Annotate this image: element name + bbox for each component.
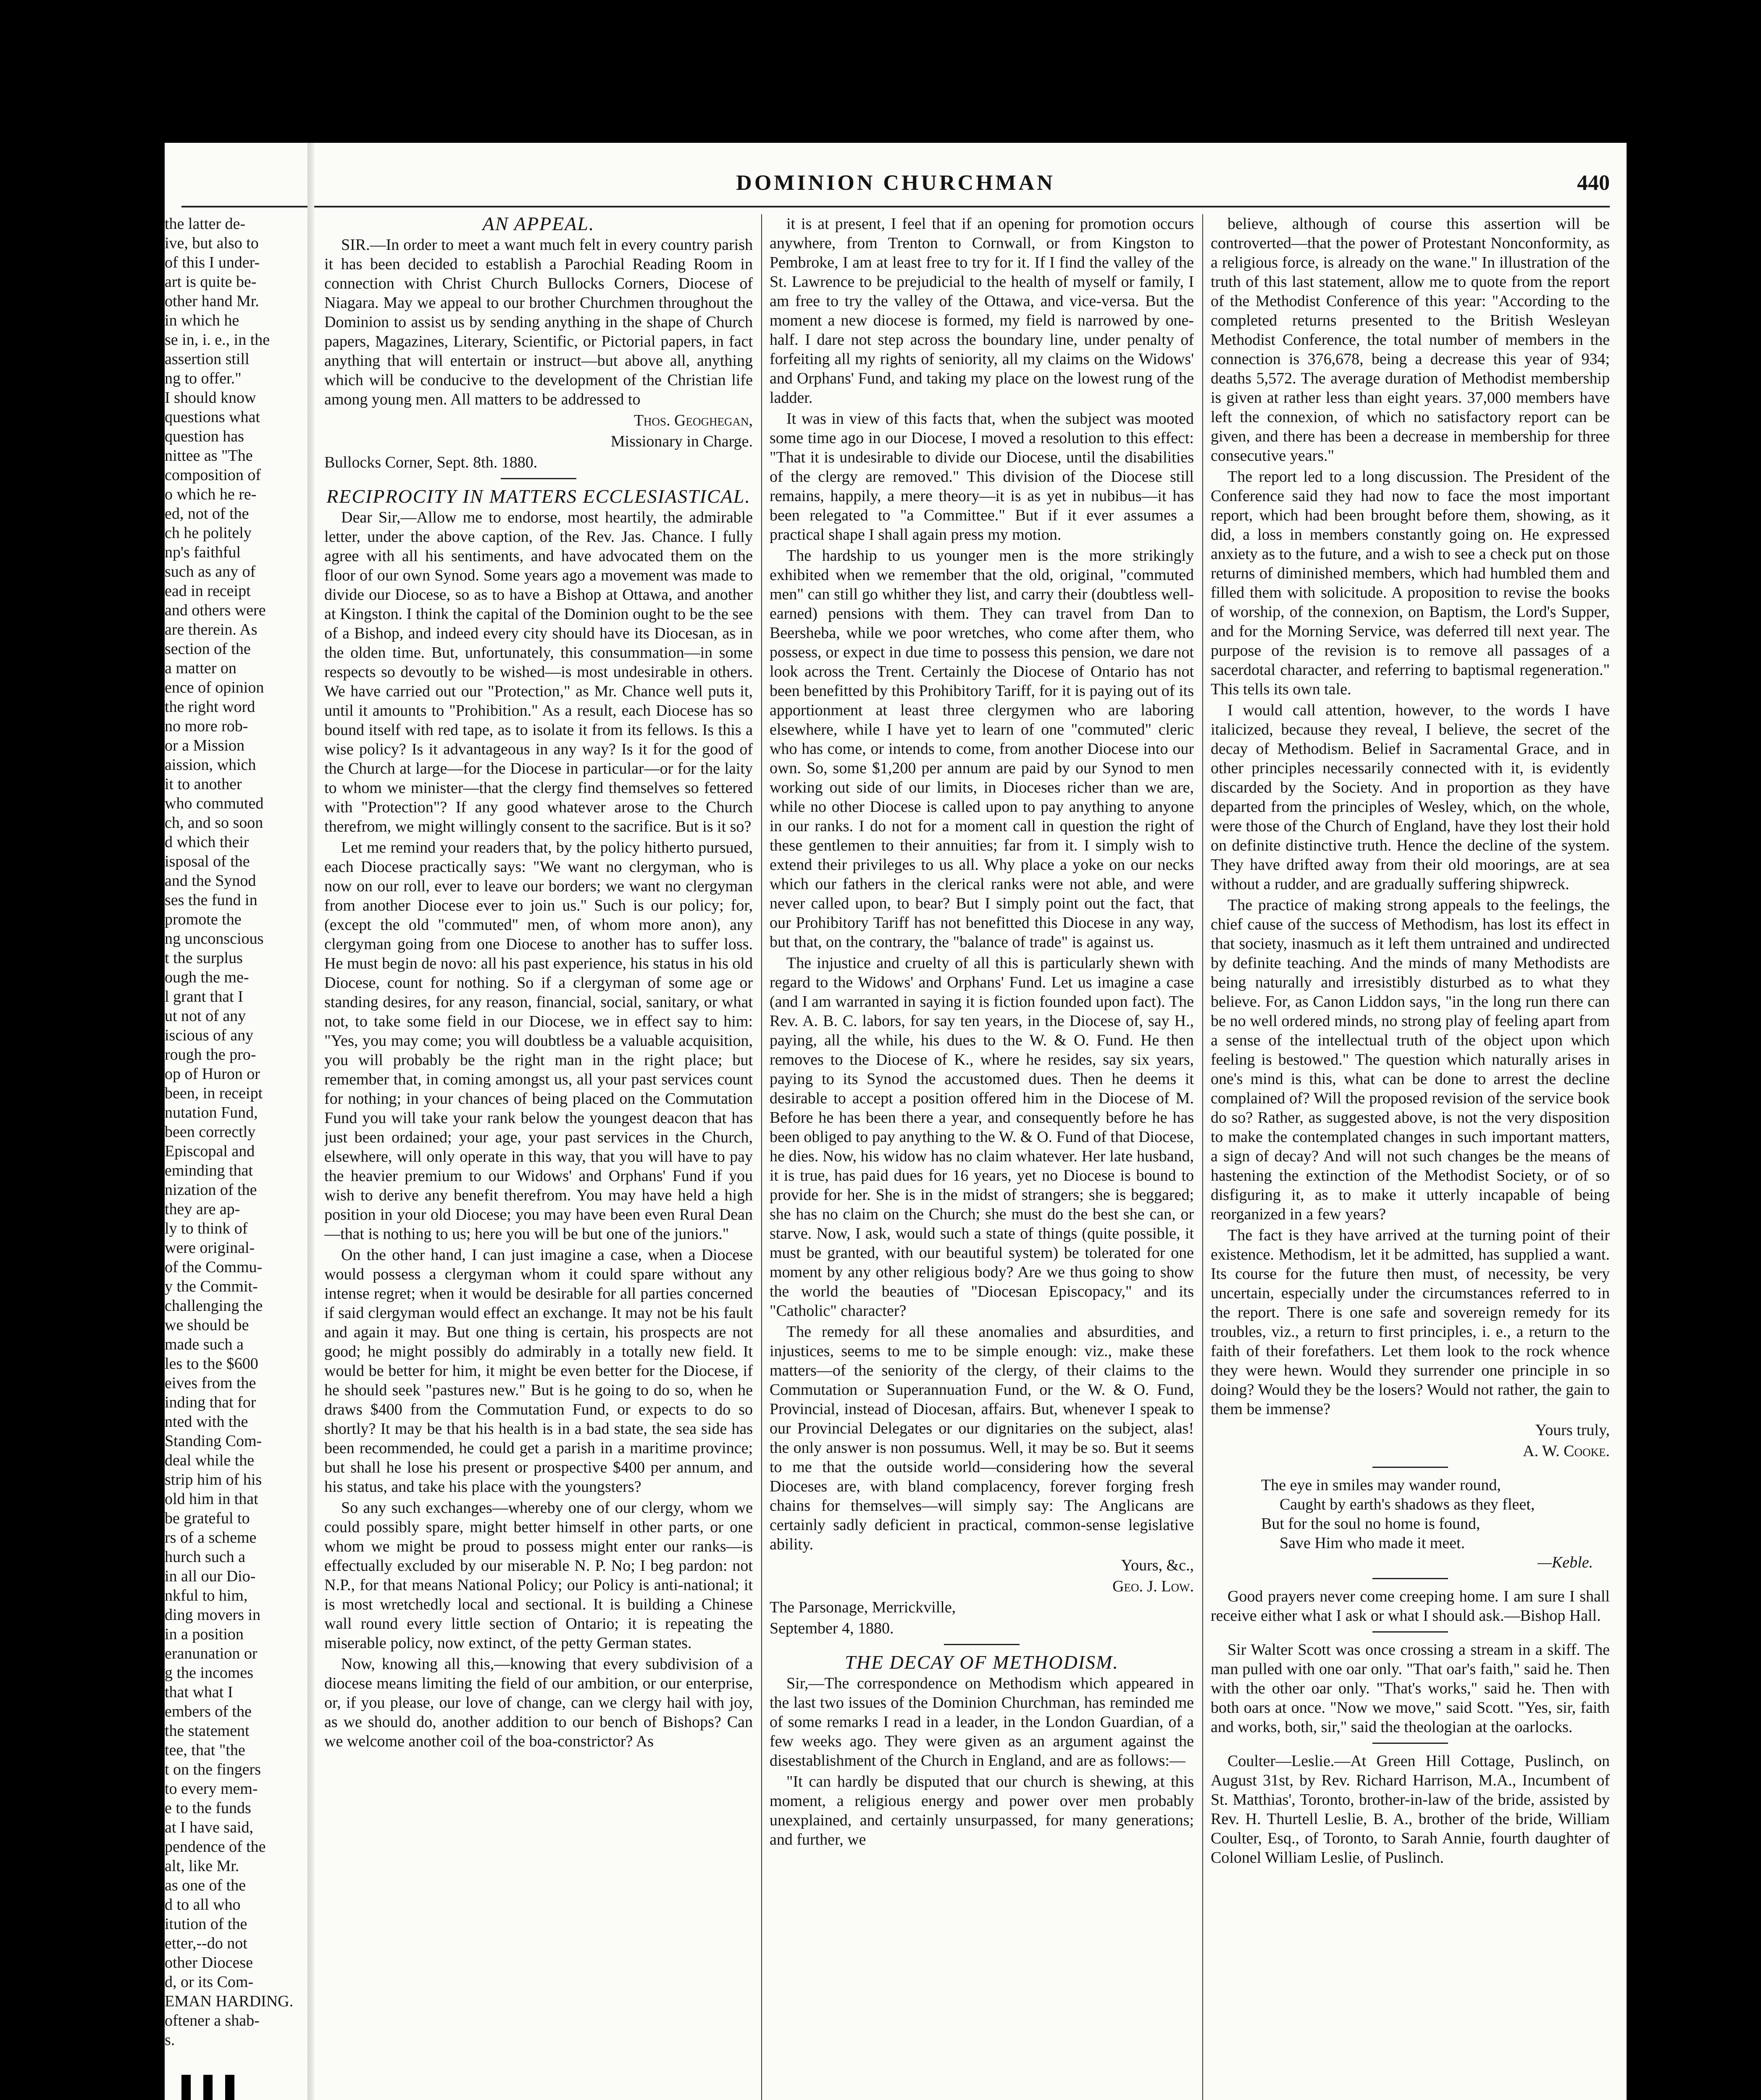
- cooke-closing: Yours truly,: [1535, 1421, 1610, 1439]
- fragment-line: ch, and so soon: [165, 814, 263, 832]
- paragraph: On the other hand, I can just imagine a case, when a Diocese would possess a clergyman whom it could spare without any intense regret; when it would be desirable for all parties concerned if said clergyman would effect an exchange. It may not be his fault and again it may. But one thing is certain, his prospects are not good; he might possibly do admirably in a totally new field. It would be better for him, it might be even better for the Diocese, if he should seek "pastures new." But is he going to do so, when he draws $400 from the Commutation Fund, or expects to do so shortly? It may be that his health is in a bad state, the sea side has been recommended, he could get a parish in a maritime province; but shall he lose his present or prospective $400 per annum, and his status, and take his place with the youngsters?: [324, 1246, 753, 1496]
- fragment-line: rough the pro-: [165, 1046, 256, 1063]
- fragment-line: e to the funds: [165, 1799, 251, 1817]
- keble-poem: [1261, 1475, 1610, 1572]
- fragment-line: in all our Dio-: [165, 1567, 256, 1585]
- fragment-line: who commuted: [165, 795, 264, 812]
- fragment-line: other hand Mr.: [165, 292, 259, 310]
- fragment-line: l grant that I: [165, 988, 243, 1005]
- fragment-line: are therein. As: [165, 621, 258, 638]
- fragment-line: question has: [165, 428, 244, 445]
- paragraph: "It can hardly be disputed that our church is shewing, at this moment, a religious energy and power over men probably unexplained, and certainly unsurpassed, for many generations; and further, we: [770, 1773, 1194, 1848]
- paragraph: The report led to a long discussion. The President of the Conference said they had now to face the most important report, which had been brought before them, showing, as it did, a loss in members constantly going on. He expressed anxiety as to the future, and a wish to see a check put on those returns of diminished members, which had humbled them and filled them with solicitude. A proposition to revise the books of worship, of the connexion, on Baptism, the Lord's Supper, and for the Morning Service, was deferred till next year. The purpose of the revision is to remove all passages of a sacerdotal character, and referring to baptismal regeneration." This tells its own tale.: [1211, 468, 1610, 698]
- fragment-line: alt, like Mr.: [165, 1857, 239, 1875]
- page-number: 440: [1577, 171, 1610, 195]
- fragment-line: the right word: [165, 698, 255, 716]
- fragment-line: other Diocese: [165, 1954, 253, 1971]
- section-separator: [501, 478, 576, 479]
- section-separator: [944, 1644, 1020, 1645]
- fragment-line: g the incomes: [165, 1664, 254, 1682]
- fragment-line: nization of the: [165, 1181, 257, 1199]
- fragment-line: were original-: [165, 1239, 255, 1257]
- fragment-line: the latter de-: [165, 215, 246, 233]
- appeal-signature: Thos. Geoghegan,: [633, 412, 753, 429]
- cooke-signature: A. W. Cooke.: [1523, 1442, 1610, 1460]
- fragment-line: embers of the: [165, 1703, 252, 1720]
- column-rule-2: [1202, 214, 1203, 2100]
- fragment-line: such as any of: [165, 563, 256, 580]
- fragment-line: ng unconscious: [165, 930, 264, 948]
- fragment-line: nkful to him,: [165, 1587, 248, 1604]
- paragraph: The injustice and cruelty of all this is particularly shewn with regard to the Widows' and Orphans' Fund. Let us imagine a case (and I am warranted in saying it is fiction founded upon fact). The Rev. A. B. C. labors, for say ten years, in the Diocese of, say H., paying, all the while, his dues to the W. & O. Fund. He then removes to the Diocese of K., where he resides, say six years, paying to its Synod the accustomed dues. Then he deems it desirable to accept a position offered him in the Diocese of M. Before he has been there a year, and consequently before he has been obliged to pay anything to the W. & O. Fund of that Diocese, he dies. Now, his widow has no claim whatever. Her late husband, it is true, has paid dues for 16 years, yet no Diocese is bound to provide for her. She is in the midst of strangers; she is beggared; she has no claim on the Church; she must do the best she can, or starve. Now, I ask, would such a state of things (quite possible, it must be granted, with our beautiful system) be tolerated for one moment by any other religious body? Are we thus going to show the world the beauties of "Diocesan Episcopacy," and its "Catholic" character?: [770, 954, 1194, 1320]
- fragment-line: ed, not of the: [165, 505, 249, 522]
- fragment-line: I should know: [165, 389, 256, 407]
- fragment-line: assertion still: [165, 350, 250, 368]
- fragment-line: y the Commit-: [165, 1278, 258, 1295]
- fragment-line: questions what: [165, 408, 260, 426]
- column-rule-1: [761, 214, 762, 2100]
- fragment-line: d which their: [165, 833, 249, 851]
- fragment-line: at I have said,: [165, 1819, 254, 1836]
- fragment-line: rs of a scheme: [165, 1529, 257, 1546]
- poem-line: Save Him who made it meet.: [1280, 1534, 1465, 1552]
- reciprocity-title: RECIPROCITY IN MATTERS ECCLESIASTICAL.: [326, 486, 751, 507]
- fragment-line: ead in receipt: [165, 582, 251, 600]
- fragment-line: composition of: [165, 466, 261, 484]
- fragment-line: eranunation or: [165, 1645, 258, 1662]
- paragraph: believe, although of course this assertion will be controverted—that the power of Protestant Nonconformity, as a religious force, is already on the wane." In illustration of the truth of this last statement, allow me to quote from the report of the Methodist Conference of this year: "According to the completed returns presented to the British Wesleyan Methodist Conference, the total number of members in the connection is 376,678, being a decrease this year of 934; deaths 5,572. The average duration of Methodist membership is given at rather less than eight years. 37,000 members have left the connexion, of which no satisfactory report can be given, and there has been a decrease in membership for three consecutive years.": [1211, 215, 1610, 465]
- column-1: [324, 214, 753, 2100]
- paragraph: Dear Sir,—Allow me to endorse, most heartily, the admirable letter, under the above caption, of the Rev. Jas. Chance. I fully agree with all his sentiments, and have advocated them on the floor of our own Synod. Some years ago a movement was made to divide our Diocese, so as to have a Bishop at Ottawa, and another at Kingston. I think the capital of the Dominion ought to be the see of a Bishop, and indeed every city should have its Diocesan, as in the olden time. But, unfortunately, this consummation—in some respects so devoutly to be wished—is most undesirable in others. We have carried out our "Protection," as Mr. Chance well puts it, until it amounts to "Prohibition." As a result, each Diocese has so bound itself with red tape, as to isolate it from its fellows. Is this a wise policy? Is it advantageous in any way? Is it for the good of the Church at large—for the Diocese in particular—or for the laity to whom we minister—that the clergy find themselves so fettered with "Protection"? If any good whatever arose to the Church therefrom, we might willingly consent to the sacrifice. But is it so?: [324, 509, 753, 835]
- fragment-line: nutation Fund,: [165, 1104, 258, 1121]
- fragment-line: section of the: [165, 640, 251, 658]
- fragment-line: made such a: [165, 1336, 244, 1353]
- fragment-line: nittee as "The: [165, 447, 253, 465]
- decay-title: THE DECAY OF METHODISM.: [845, 1651, 1119, 1673]
- appeal-signature-title: Missionary in Charge.: [610, 433, 753, 450]
- fragment-line: strip him of his: [165, 1471, 262, 1488]
- poem-line: The eye in smiles may wander round,: [1261, 1476, 1501, 1494]
- scan-border-left: [0, 0, 165, 2100]
- fragment-line: itution of the: [165, 1915, 247, 1933]
- paragraph: So any such exchanges—whereby one of our clergy, whom we could possibly spare, might better himself in other parts, or one whom we might be proud to possess might enter our ranks—is effectually excluded by our miserable N. P. No; I beg pardon: not N.P., for that means National Policy; our Policy is anti-national; it is most wretchedly local and sectional. It is building a Chinese wall round every little section of Ontario; it is repeating the miserable policy, now extinct, of the petty German states.: [324, 1499, 753, 1652]
- fragment-line: they are ap-: [165, 1200, 240, 1218]
- paragraph: Now, knowing all this,—knowing that every subdivision of a diocese means limiting the field of our ambition, or our enterprise, or, if you please, our love of change, can we clergy hail with joy, as we should do, another addition to our bench of Bishops? Can we welcome another coil of the boa-constrictor? As: [324, 1655, 753, 1750]
- fragment-line: eives from the: [165, 1374, 256, 1392]
- fragment-line: in a position: [165, 1625, 244, 1643]
- fragment-line: op of Huron or: [165, 1065, 260, 1083]
- fragment-line: nted with the: [165, 1413, 248, 1431]
- fragment-line: oftener a shab-: [165, 2012, 260, 2029]
- previous-page-fragment: [165, 214, 303, 2050]
- paragraph: It was in view of this facts that, when the subject was mooted some time ago in our Diocese, I moved a resolution to this effect: "That it is undesirable to divide our Diocese, until the disabilities of the clergy are removed." This division of the Diocese still remains, happily, a mere theory—it is as yet in nubibus—it has been relegated to "a Committee." But if it ever assumes a practical shape I shall again press my motion.: [770, 410, 1194, 543]
- fragment-line: d, or its Com-: [165, 1973, 254, 1991]
- paragraph: I would call attention, however, to the words I have italicized, because they reveal, I believe, the secret of the decay of Methodism. Belief in Sacramental Grace, and in other principles necessarily connected with it, is evidently discarded by the Society. And in proportion as they have departed from the principles of Wesley, which, on the whole, were those of the Church of England, have they lost their hold on definite distinctive truth. Hence the decline of the system. They have drifted away from their old moorings, are at sea without a rudder, and are gradually suffering shipwreck.: [1211, 701, 1610, 893]
- paragraph: The practice of making strong appeals to the feelings, the chief cause of the success of Methodism, has lost its effect in that society, inasmuch as it left them untrained and undirected by definite teaching. And the minds of many Methodists are being naturally and irresistibly disturbed as to what they believe. For, as Canon Liddon says, "in the long run there can be no well ordered minds, no strong play of feeling apart from a sense of the intellectual truth of the object upon which feeling is bestowed." The question which naturally arises in one's mind is this, what can be done to arrest the decline complained of? Will the proposed revision of the service book do so? Rather, as suggested above, is not the very disposition to make the contemplated changes in such important matters, a sign of decay? And will not such changes be the means of hastening the extinction of the Methodist Society, or of so disfiguring it, as to make it utterly incapable of being reorganized in a few years?: [1211, 896, 1610, 1223]
- fragment-line: promote the: [165, 911, 242, 928]
- section-separator: [1372, 1631, 1448, 1633]
- fragment-line: of the Commu-: [165, 1258, 263, 1276]
- fragment-line: ding movers in: [165, 1606, 260, 1624]
- fragment-line: Episcopal and: [165, 1142, 255, 1160]
- fragment-line: ng to offer.": [165, 370, 242, 387]
- appeal-body: SIR.—In order to meet a want much felt in every country parish it has been decided to establish a Parochial Reading Room in connection with Christ Church Bullocks Corners, Diocese of Niagara. May we appeal to our brother Churchmen throughout the Dominion to assist us by sending anything in the shape of Church papers, Magazines, Literary, Scientific, or Pictorial papers, in fact anything that will entertain or instruct—but above all, anything which will be conducive to the development of the Christian life among young men. All matters to be addressed to: [324, 236, 753, 408]
- fragment-line: as one of the: [165, 1877, 246, 1894]
- section-separator: [1372, 1578, 1448, 1579]
- fragment-line: t the surplus: [165, 949, 243, 967]
- fragment-line: and others were: [165, 601, 266, 619]
- fragment-line: ough the me-: [165, 969, 249, 986]
- paragraph: it is at present, I feel that if an opening for promotion occurs anywhere, from Trenton to Cornwall, or from Kingston to Pembroke, I am at least free to try for it. If I find the valley of the St. Lawrence to be prejudicial to the health of myself or family, I am free to try the valley of the Ottawa, and vice-versa. But the moment a new diocese is formed, my field is narrowed by one-half. I dare not step across the boundary line, under penalty of forfeiting all my rights of seniority, all my claims on the Widows' and Orphans' Fund, and taking my place on the lowest rung of the ladder.: [770, 215, 1194, 407]
- decay-continued: [1211, 214, 1610, 1419]
- fragment-line: les to the $600: [165, 1355, 258, 1373]
- binding-bars: [181, 2075, 247, 2100]
- fragment-line: np's faithful: [165, 543, 241, 561]
- paragraph: Sir,—The correspondence on Methodism which appeared in the last two issues of the Dominion Churchman, has reminded me of some remarks I read in a leader, in the London Guardian, of a few weeks ago. They were given as an argument against the disestablishment of the Church in England, and are as follows:—: [770, 1675, 1194, 1769]
- fragment-line: hurch such a: [165, 1548, 246, 1566]
- fragment-line: that what I: [165, 1683, 233, 1701]
- marriage-notice: Coulter—Leslie.—At Green Hill Cottage, Puslinch, on August 31st, by Rev. Richard Harrison, M.A., Incumbent of St. Matthias', Toronto, brother-in-law of the bride, assisted by Rev. H. Thurtell Leslie, B. A., brother of the bride, William Coulter, Esq., of Toronto, to Sarah Annie, fourth daughter of Colonel William Leslie, of Puslinch.: [1211, 1752, 1610, 1866]
- fragment-line: t on the fingers: [165, 1761, 261, 1778]
- fragment-line: ses the fund in: [165, 891, 258, 909]
- paragraph: Let me remind your readers that, by the policy hitherto pursued, each Diocese practically says: "We want no clergyman, who is now on our roll, ever to leave our borders; we want no clergyman from another Diocese ever to join us." Such is our policy; for, (except the old "commuted" men, of whom more anon), any clergyman going from one Diocese to another has to suffer loss. He must begin de novo: all his past experience, his status in his old Diocese, count for nothing. So if a clergyman of some age or standing desires, for any reason, financial, social, sanitary, or what not, to take some field in our Diocese, we in effect say to him: "Yes, you may come; you will doubtless be a valuable acquisition, you will probably be the right man in the right place; but remember that, in coming amongst us, all your past services count for nothing; in your chances of being placed on the Commutation Fund you will take your rank below the youngest deacon that has just been ordained; your age, your past services in the Church, elsewhere, will only operate in this way, that you will have to pay the heavier premium to our Widows' and Orphans' Fund if you wish to derive any benefit therefrom. You may have held a high position in your old Diocese; you may have been even Rural Dean—that is nothing to us; here you will be but one of the juniors.": [324, 839, 753, 1243]
- paragraph: The remedy for all these anomalies and absurdities, and injustices, seems to me to be simple enough: viz., make these matters—of the seniority of the clergy, of their claims to the Commutation or Superannuation Fund, or the W. & O. Fund, Provincial, instead of Diocesan, affairs. But, whenever I speak to our Provincial Delegates or our dignitaries on the subject, alas! the only answer is non possumus. Well, it may be so. But it seems to me that the outside world—considering how the several Dioceses are, with bland complacency, forever forging fresh chains for themselves—will simply say: The Anglicans are certainly sadly deficient in practical, common-sense legislative ability.: [770, 1323, 1194, 1553]
- letter-place: The Parsonage, Merrickville,: [770, 1599, 956, 1616]
- fragment-line: eminding that: [165, 1162, 253, 1179]
- fragment-line: inding that for: [165, 1394, 256, 1411]
- section-separator: [1372, 1467, 1448, 1468]
- fragment-line: and the Synod: [165, 872, 256, 890]
- binding-gutter: [308, 143, 314, 2100]
- fragment-line: Standing Com-: [165, 1432, 262, 1450]
- scan-border-right: [1627, 0, 1761, 2100]
- fragment-line: been, in receipt: [165, 1084, 263, 1102]
- fragment-line: it to another: [165, 775, 242, 793]
- fragment-line: ut not of any: [165, 1007, 246, 1025]
- fragment-line: deal while the: [165, 1452, 255, 1469]
- masthead: DOMINION CHURCHMAN: [736, 171, 1055, 195]
- fragment-line: se in, i. e., in the: [165, 331, 270, 349]
- appeal-dateline: Bullocks Corner, Sept. 8th. 1880.: [324, 454, 538, 471]
- paragraph: The hardship to us younger men is the more strikingly exhibited when we remember that the old, original, "commuted men" can still go whither they list, and carry their (doubtless well-earned) pensions with them. They can travel from Dan to Beersheba, while we poor wretches, who come after them, who possess, or expect in due time to possess this pension, we dare not look across the Trent. Certainly the Diocese of Ontario has not been benefitted by this Prohibitory Tariff, for it is paying out of its apportionment at least three clergymen who are laboring elsewhere, while I have yet to learn of one "commuted" cleric who has come, or intends to come, from another Diocese into our own. So, some $1,200 per annum are paid by our Synod to men working out side of our limits, in Dioceses richer than we are, while no other Diocese is called upon to pay anything to anyone in our ranks. I do not for a moment call in question the right of these gentlemen to their annuities; far from it. I simply wish to extend their privileges to us all. Why place a yoke on our necks which our fathers in the clerical ranks were not able, and were never called upon, to bear? But I simply point out the fact, that our Prohibitory Tariff has not benefitted this Diocese in any way, but that, on the contrary, the "balance of trade" is against us.: [770, 547, 1194, 951]
- fragment-line: iscious of any: [165, 1026, 254, 1044]
- fragment-line: pendence of the: [165, 1838, 266, 1856]
- fragment-line: d to all who: [165, 1896, 241, 1914]
- fragment-line: old him in that: [165, 1490, 258, 1508]
- fragment-line: ly to think of: [165, 1220, 248, 1237]
- fragment-line: been correctly: [165, 1123, 256, 1141]
- fragment-line: etter,--do not: [165, 1935, 247, 1952]
- reciprocity-body: [324, 508, 753, 1751]
- fragment-line: of this I under-: [165, 254, 260, 271]
- bishop-hall-quote: Good prayers never come creeping home. I am sure I shall receive either what I ask or what I should ask.—Bishop Hall.: [1211, 1588, 1610, 1625]
- fragment-line: EMAN HARDING.: [165, 1992, 294, 2010]
- fragment-line: aission, which: [165, 756, 256, 774]
- fragment-line: art is quite be-: [165, 273, 257, 291]
- appeal-title: AN APPEAL.: [482, 214, 595, 234]
- fragment-line: be grateful to: [165, 1509, 250, 1527]
- scan-border-top: [0, 0, 1761, 143]
- fragment-line: ence of opinion: [165, 679, 264, 696]
- reciprocity-continued: [770, 214, 1194, 1554]
- fragment-line: to every mem-: [165, 1780, 258, 1798]
- fragment-line: we should be: [165, 1316, 249, 1334]
- walter-scott-anecdote: Sir Walter Scott was once crossing a stream in a skiff. The man pulled with one oar only. "That oar's faith," said he. Then with the other oar only. "That's works," said he. Then with both oars at once. "Now we move," said Scott. "Yes, sir, faith and works, both, sir," said the theologian at the oarlocks.: [1211, 1641, 1610, 1736]
- fragment-line: o which he re-: [165, 486, 257, 503]
- poem-line: But for the soul no home is found,: [1261, 1515, 1480, 1533]
- fragment-line: in which he: [165, 312, 239, 329]
- newspaper-page: [165, 143, 1627, 2100]
- decay-body: [770, 1674, 1194, 1849]
- section-separator: [1372, 1743, 1448, 1744]
- fragment-line: no more rob-: [165, 717, 248, 735]
- fragment-line: or a Mission: [165, 737, 244, 754]
- paragraph: The fact is they have arrived at the turning point of their existence. Methodism, let it be admitted, has supplied a want. Its course for the future then must, of necessity, be very uncertain, especially under the circumstances referred to in the report. There is one safe and sovereign remedy for its troubles, viz., a return to first principles, i. e., a return to the faith of their forefathers. Let them look to the rock whence they were hewn. Would they surrender one principle in so doing? Would they be the losers? Would not rather, the gain to them be immense?: [1211, 1226, 1610, 1418]
- column-3: [1211, 214, 1610, 2100]
- fragment-line: isposal of the: [165, 853, 250, 870]
- fragment-line: tee, that "the: [165, 1741, 245, 1759]
- poem-attribution: —Keble.: [1538, 1554, 1593, 1571]
- fragment-line: a matter on: [165, 659, 237, 677]
- column-2: [770, 214, 1194, 2100]
- poem-line: Caught by earth's shadows as they fleet,: [1280, 1496, 1535, 1513]
- page-header: [181, 160, 1610, 202]
- letter-date: September 4, 1880.: [770, 1620, 894, 1637]
- fragment-line: ch he politely: [165, 524, 252, 542]
- fragment-line: s.: [165, 2031, 175, 2049]
- letter-signature: Geo. J. Low.: [1112, 1578, 1194, 1595]
- header-rule: [181, 206, 1610, 207]
- fragment-line: the statement: [165, 1722, 250, 1740]
- letter-closing: Yours, &c.,: [1121, 1557, 1194, 1574]
- fragment-line: challenging the: [165, 1297, 263, 1315]
- fragment-line: ive, but also to: [165, 234, 259, 252]
